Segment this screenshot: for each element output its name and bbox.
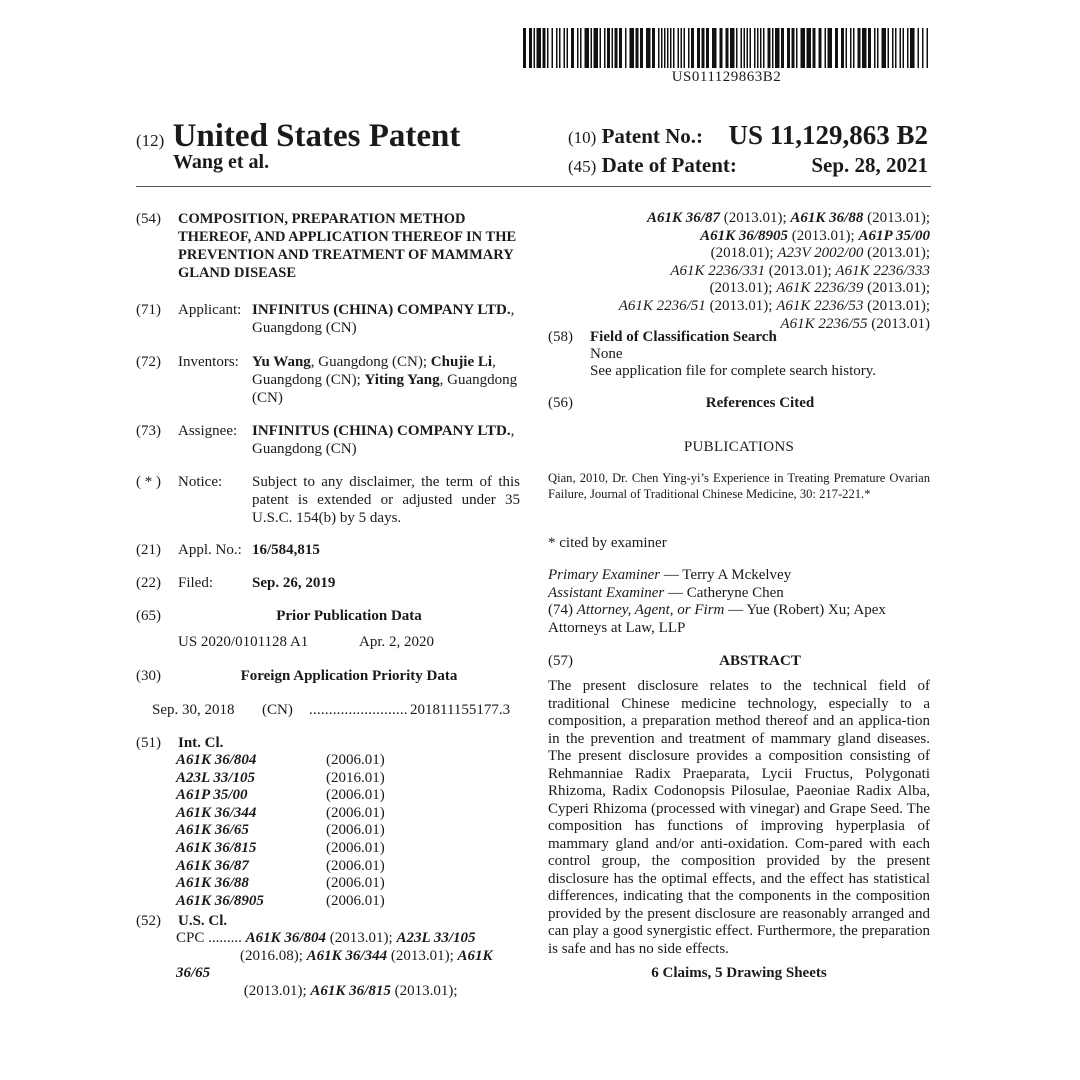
barcode-bar <box>825 28 827 68</box>
inid-code: (65) <box>136 608 161 624</box>
barcode-bar <box>900 28 902 68</box>
patent-date-label: Date of Patent: <box>601 153 737 177</box>
attorney-line <box>548 602 930 637</box>
assistant-examiner-line <box>548 585 930 603</box>
barcode-bar <box>813 28 816 68</box>
cpc-code: A61K 2236/331 <box>670 262 765 279</box>
foreign-priority-number: 201811155177.3 <box>410 702 511 718</box>
cpc-code: A61K 36/8905 <box>700 227 789 244</box>
abstract-heading: ABSTRACT <box>719 653 801 669</box>
barcode-bar <box>604 28 606 68</box>
barcode-bar <box>787 28 790 68</box>
inid-code: (52) <box>136 913 161 929</box>
barcode-bar <box>580 28 582 68</box>
cpc-version: (2013.01); <box>709 280 777 297</box>
patent-number: US 11,129,863 B2 <box>728 120 928 150</box>
cpc-code: A61K 36/344 <box>306 947 388 964</box>
foreign-priority-heading: Foreign Application Priority Data <box>240 668 458 684</box>
inventors-label: Inventors: <box>178 354 239 370</box>
cpc-version: (2013.01); <box>863 297 930 314</box>
classification-search-note: See application file for complete search history. <box>590 363 877 379</box>
int-cl-code: A61K 36/87 <box>176 857 249 874</box>
barcode-bar <box>841 28 844 68</box>
barcode-bar <box>673 28 675 68</box>
assistant-examiner: — Catheryne Chen <box>664 584 784 601</box>
barcode-bar <box>577 28 579 68</box>
int-cl-code: A61K 36/815 <box>176 840 257 856</box>
patent-date: Sep. 28, 2021 <box>811 153 928 177</box>
barcode-bar <box>523 28 526 68</box>
inid-code: (51) <box>136 735 161 751</box>
foreign-priority-dots: ......................... <box>309 702 408 718</box>
inid-code: (58) <box>548 329 573 345</box>
barcode-bar <box>543 28 546 68</box>
field-52-us-cl <box>136 912 520 999</box>
barcode-bar <box>768 28 771 68</box>
cpc-code: A61K 36/815 <box>310 982 391 999</box>
patent-number-line <box>568 120 928 150</box>
cpc-label: CPC <box>176 930 205 946</box>
barcode-bar <box>552 28 554 68</box>
cpc-version: (2013.01); <box>387 947 458 964</box>
barcode-bar <box>772 28 774 68</box>
filed-value: Sep. 26, 2019 <box>252 575 336 591</box>
int-cl-code: A61K 36/88 <box>176 875 249 892</box>
barcode-bar <box>741 28 743 68</box>
int-cl-version: (2006.01) <box>326 840 385 856</box>
barcode-bar <box>726 28 729 68</box>
inid-code-12: (12) <box>136 131 165 150</box>
assistant-examiner-label: Assistant Examiner <box>548 584 665 601</box>
field-22-filed <box>136 574 520 592</box>
prior-publication-number: US 2020/0101128 A1 <box>178 634 309 650</box>
field-54-title <box>136 210 520 286</box>
field-21-application-number <box>136 541 520 559</box>
applicant-name: INFINITUS (CHINA) COMPANY LTD. <box>252 302 511 318</box>
barcode-bar <box>763 28 765 68</box>
barcode-bar <box>760 28 762 68</box>
int-cl-version: (2006.01) <box>326 822 385 839</box>
int-cl-version: (2006.01) <box>326 787 385 804</box>
barcode-bar <box>630 28 635 68</box>
barcode-bar <box>640 28 643 68</box>
cpc-code: A61K 36/804 <box>245 930 327 946</box>
references-heading: References Cited <box>705 395 815 411</box>
field-57-abstract <box>548 653 930 963</box>
inid-code: (56) <box>548 395 573 411</box>
assignee-label: Assignee: <box>178 423 238 439</box>
barcode-bar <box>547 28 549 68</box>
assignee-location: , Guangdong (CN) <box>252 423 515 457</box>
cpc-continuation <box>548 210 930 333</box>
barcode-bar <box>706 28 709 68</box>
field-56-references <box>548 395 930 517</box>
claims-summary: 6 Claims, 5 Drawing Sheets <box>651 965 827 981</box>
int-cl-version: (2006.01) <box>326 804 385 821</box>
barcode-bar <box>537 28 542 68</box>
barcode-bar <box>681 28 683 68</box>
barcode-bar <box>697 28 700 68</box>
field-30-foreign-priority <box>136 667 520 719</box>
barcode-bar <box>781 28 784 68</box>
foreign-priority-country: (CN) <box>262 702 293 718</box>
inid-code: (30) <box>136 668 161 684</box>
inventor-1-location: , Guangdong (CN); <box>310 354 431 370</box>
int-cl-version: (2006.01) <box>326 752 385 768</box>
barcode-bar <box>819 28 822 68</box>
barcode-bar <box>853 28 855 68</box>
barcode-bar <box>612 28 614 68</box>
barcode <box>523 28 930 68</box>
examiners <box>548 567 930 637</box>
barcode-bar <box>712 28 717 68</box>
cpc-code: A61K 2236/333 <box>835 262 930 279</box>
int-cl-version: (2006.01) <box>326 892 385 909</box>
barcode-bar <box>796 28 798 68</box>
assignee-name: INFINITUS (CHINA) COMPANY LTD. <box>252 423 511 439</box>
field-58-classification-search <box>548 329 930 383</box>
cpc-version: (2013.01) <box>867 315 930 332</box>
barcode-bar <box>874 28 876 68</box>
barcode-bar <box>534 28 536 68</box>
int-cl-version: (2006.01) <box>326 857 385 874</box>
barcode-bar <box>877 28 879 68</box>
cpc-version: (2013.01); <box>863 280 930 297</box>
barcode-bar <box>556 28 558 68</box>
cpc-code: A23L 33/105 <box>396 930 476 946</box>
filed-label: Filed: <box>178 575 214 591</box>
cpc-version: (2013.01); <box>764 262 836 279</box>
barcode-bar <box>754 28 756 68</box>
cpc-code: A23V 2002/00 <box>777 245 864 262</box>
reference-entry: Qian, 2010, Dr. Chen Ying-yi’s Experience in Treating Premature Ovarian Failure, Journal of Traditional Chinese Medicine, 30: 217-221.* <box>548 471 930 501</box>
applicant-label: Applicant: <box>178 302 242 318</box>
cited-by-examiner: * cited by examiner <box>548 535 667 551</box>
field-65-prior-publication <box>136 607 520 655</box>
barcode-bar <box>615 28 618 68</box>
inid-code-10: (10) <box>568 128 597 147</box>
barcode-bar <box>828 28 833 68</box>
cpc-code: A61K 2236/39 <box>776 280 864 297</box>
barcode-bar <box>529 28 532 68</box>
attorney-label: Attorney, Agent, or Firm <box>576 602 725 619</box>
foreign-priority-date: Sep. 30, 2018 <box>152 702 235 718</box>
barcode-bar <box>664 28 666 68</box>
int-cl-code: A61P 35/00 <box>176 787 248 804</box>
barcode-bar <box>661 28 663 68</box>
inid-code: (73) <box>136 423 161 439</box>
cpc-version: (2013.01); <box>705 297 777 314</box>
barcode-bar <box>907 28 909 68</box>
inventors-value <box>252 353 520 407</box>
header-divider <box>136 186 931 187</box>
barcode-bar <box>757 28 759 68</box>
cpc-code: A61P 35/00 <box>858 227 930 244</box>
appl-no-value: 16/584,815 <box>252 542 320 558</box>
barcode-bar <box>625 28 627 68</box>
barcode-bar <box>888 28 890 68</box>
inid-code: ( * ) <box>136 474 161 490</box>
us-cl-label: U.S. Cl. <box>178 913 228 929</box>
barcode-bar <box>591 28 593 68</box>
notice-text: Subject to any disclaimer, the term of this patent is extended or adjusted under 35 U.S.C. 154(b) by 5 days. <box>252 474 520 526</box>
int-cl-code: A61K 36/344 <box>176 804 257 821</box>
inventor-2: Chujie Li <box>430 354 493 370</box>
barcode-bar <box>670 28 672 68</box>
barcode-bar <box>559 28 561 68</box>
inid-code: (72) <box>136 354 161 370</box>
cpc-version: (2013.01); <box>788 227 859 244</box>
field-73-assignee <box>136 422 520 460</box>
int-cl-version: (2016.01) <box>326 769 385 786</box>
barcode-bar <box>646 28 651 68</box>
cpc-version: (2013.01); <box>240 982 311 999</box>
field-71-applicant <box>136 301 520 339</box>
barcode-bar <box>564 28 566 68</box>
barcode-bar <box>903 28 905 68</box>
int-cl-code: A23L 33/105 <box>176 769 256 786</box>
barcode-bar <box>594 28 599 68</box>
barcode-bar <box>927 28 929 68</box>
attorney-code: (74) <box>548 602 577 619</box>
barcode-bar <box>667 28 669 68</box>
inid-code-45: (45) <box>568 157 597 176</box>
applicant-value <box>252 301 520 337</box>
barcode-bar <box>619 28 622 68</box>
references-subheading: PUBLICATIONS <box>683 439 795 455</box>
cpc-code: A61K 36/88 <box>790 210 864 226</box>
barcode-bar <box>678 28 680 68</box>
classification-search-heading: Field of Classification Search <box>590 329 777 345</box>
patent-date-line <box>568 153 928 178</box>
barcode-bar <box>736 28 738 68</box>
inventor-1: Yu Wang <box>252 354 311 370</box>
barcode-bar <box>691 28 694 68</box>
barcode-bar <box>600 28 602 68</box>
inid-code: (54) <box>136 211 161 227</box>
barcode-bar <box>910 28 915 68</box>
classification-search-none: None <box>590 346 623 362</box>
barcode-number: US011129863B2 <box>671 69 782 85</box>
patent-number-label: Patent No.: <box>601 124 704 148</box>
int-cl-code: A61K 36/8905 <box>176 892 264 909</box>
applicant-location: , Guangdong (CN) <box>252 302 515 336</box>
barcode-bar <box>858 28 861 68</box>
barcode-bar <box>702 28 705 68</box>
cpc-version: (2016.08); <box>240 947 307 964</box>
barcode-bar <box>918 28 920 68</box>
barcode-bar <box>895 28 897 68</box>
cpc-code: A61K 36/87 <box>647 210 720 226</box>
cpc-version: (2013.01); <box>863 210 930 226</box>
cpc-version: (2013.01); <box>719 210 791 226</box>
abstract-text: The present disclosure relates to the technical field of traditional Chinese medicine technology, especially to a composition, a preparation method thereof and an applica-tion in the prevention and treatment of mammary gland diseases. The present disclosure provides a composition consisting of Rehmanniae Radix Praeparata, Lycii Fructus, Polygonati Rhizoma, Radix Codonopsis Pilosulae, Paeoniae Radix Alba, Cyperi Rhizoma (processed with vinegar) and Grape Seed. The composition has functions of improving hyperplasia of mammary gland and/or anti-oxidation. Com-pared with each control group, the composition provided by the present disclosure has the optimal effects, and the effect has statistical differences, indicating that the components in the composition provided by the present disclosure are reasonably arranged and can play a good synergistic effect. Furthermore, the preparation is safe and has no side effects. <box>548 678 930 957</box>
int-cl-label: Int. Cl. <box>178 735 224 751</box>
barcode-bar <box>750 28 752 68</box>
primary-examiner-label: Primary Examiner <box>548 567 661 583</box>
barcode-bar <box>636 28 639 68</box>
inventor-2-location: , Guangdong (CN); <box>252 354 496 388</box>
int-cl-code: A61K 36/804 <box>176 752 257 768</box>
attorney: — Yue (Robert) Xu; Apex Attorneys at Law, LLP <box>548 602 886 636</box>
barcode-bar <box>652 28 655 68</box>
inid-code: (71) <box>136 302 161 318</box>
inid-code: (22) <box>136 575 161 591</box>
barcode-bar <box>607 28 610 68</box>
cpc-version: (2013.01); <box>390 982 458 999</box>
barcode-bar <box>747 28 749 68</box>
assignee-value <box>252 422 520 458</box>
barcode-bar <box>585 28 590 68</box>
barcode-bar <box>744 28 746 68</box>
int-cl-code: A61K 36/65 <box>176 822 249 839</box>
patent-title: United States Patent <box>172 118 461 154</box>
barcode-bar <box>684 28 686 68</box>
cpc-dots: ......... <box>208 930 242 946</box>
barcode-bar <box>801 28 806 68</box>
primary-examiner-line <box>548 567 930 585</box>
barcode-bar <box>862 28 867 68</box>
barcode-bar <box>688 28 690 68</box>
int-cl-version: (2006.01) <box>326 875 385 892</box>
cpc-code: A61K 2236/51 <box>618 297 706 314</box>
field-72-inventors <box>136 353 520 407</box>
inid-code: (57) <box>548 653 573 669</box>
cpc-code: A61K 2236/55 <box>780 315 868 332</box>
barcode-bar <box>850 28 852 68</box>
barcode-bar <box>720 28 723 68</box>
barcode-bar <box>892 28 894 68</box>
us-cl-cpc-text <box>176 930 520 1000</box>
cpc-version: (2013.01); <box>863 245 930 262</box>
inventor-3: Yiting Yang <box>364 372 440 388</box>
cpc-version: (2018.01); <box>710 245 778 262</box>
barcode-bar <box>658 28 660 68</box>
barcode-bar <box>792 28 795 68</box>
inventor-3-location: , Guangdong (CN) <box>252 372 518 406</box>
barcode-bar <box>730 28 735 68</box>
invention-title: COMPOSITION, PREPARATION METHOD THEREOF, AND APPLICATION THEREOF IN THE PREVENTION AND TREATMENT OF MAMMARY GLAND DISEASE <box>178 211 517 281</box>
prior-publication-heading: Prior Publication Data <box>276 608 422 624</box>
patent-authors: Wang et al. <box>173 151 270 173</box>
primary-examiner: — Terry A Mckelvey <box>660 567 792 583</box>
barcode-bar <box>571 28 574 68</box>
barcode-bar <box>882 28 887 68</box>
barcode-bar <box>868 28 871 68</box>
cpc-code: A61K 2236/53 <box>776 297 864 314</box>
appl-no-label: Appl. No.: <box>178 542 242 558</box>
field-51-int-cl <box>136 734 520 912</box>
inid-code: (21) <box>136 542 161 558</box>
barcode-bar <box>807 28 812 68</box>
cpc-code: A61K 36/65 <box>176 947 493 982</box>
notice-label: Notice: <box>178 474 223 490</box>
barcode-bar <box>846 28 848 68</box>
barcode-bar <box>567 28 569 68</box>
barcode-bar <box>835 28 838 68</box>
cpc-version: (2013.01); <box>326 930 397 946</box>
field-notice <box>136 473 520 527</box>
prior-publication-date: Apr. 2, 2020 <box>359 634 434 650</box>
barcode-bar <box>775 28 780 68</box>
barcode-bar <box>922 28 924 68</box>
